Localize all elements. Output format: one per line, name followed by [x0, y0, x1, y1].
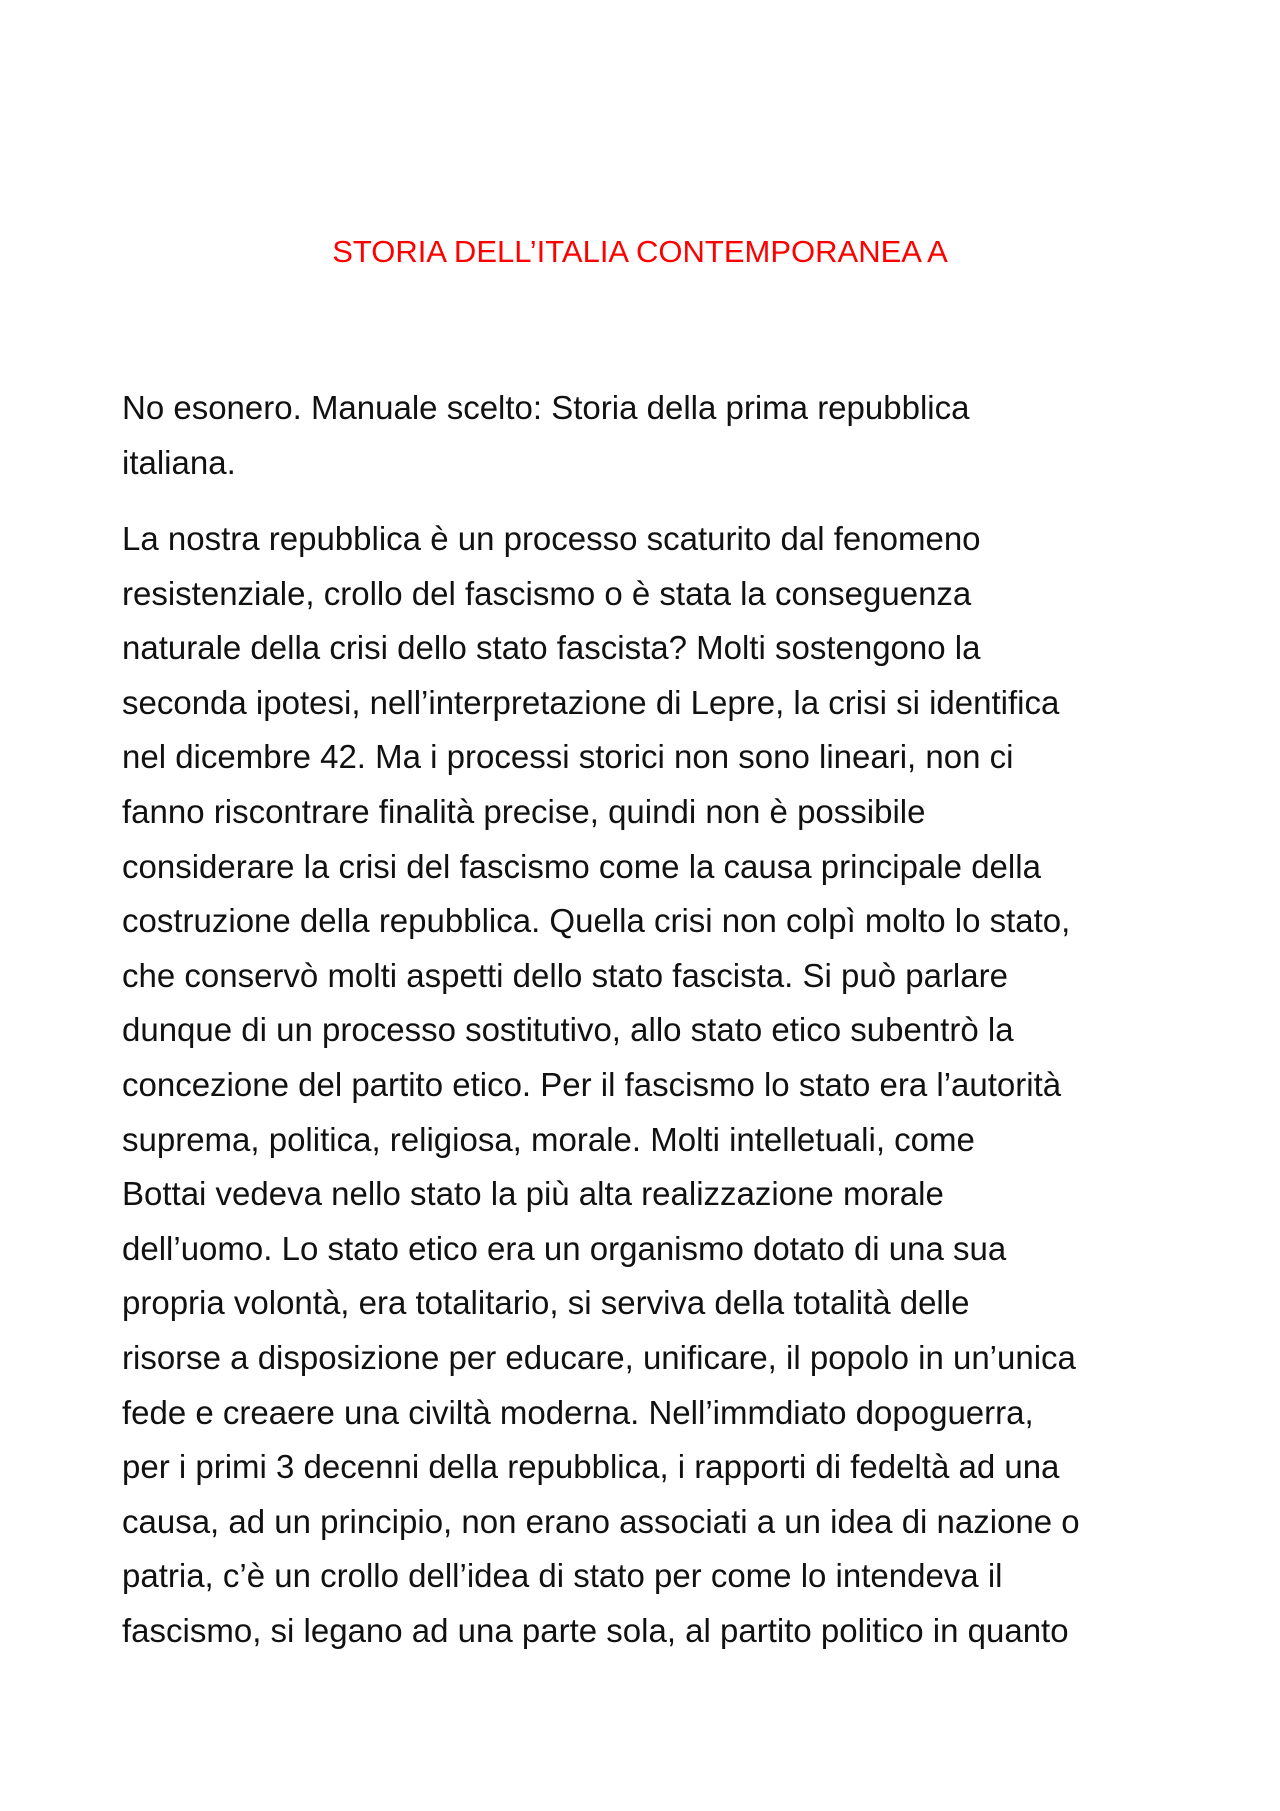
text-line: resistenziale, crollo del fascismo o è stata la conseguenza: [122, 574, 972, 612]
text-line: che conservò molti aspetti dello stato fascista. Si può parlare: [122, 956, 1008, 994]
text-line: fascismo, si legano ad una parte sola, al partito politico in quanto: [122, 1611, 1069, 1649]
text-line: La nostra repubblica è un processo scaturito dal fenomeno: [122, 520, 981, 557]
text-line: fanno riscontrare finalità precise, quindi non è possibile: [122, 792, 926, 830]
text-line: seconda ipotesi, nell’interpretazione di Lepre, la crisi si identifica: [122, 683, 1060, 721]
text-line: dell’uomo. Lo stato etico era un organismo dotato di una sua: [122, 1229, 1007, 1267]
text-line: causa, ad un principio, non erano associati a un idea di nazione o: [122, 1502, 1080, 1540]
text-line: risorse a disposizione per educare, unificare, il popolo in un’unica: [122, 1338, 1076, 1376]
paragraph-course-info: [122, 381, 1172, 490]
text-line: costruzione della repubblica. Quella crisi non colpì molto lo stato,: [122, 902, 1071, 940]
text-line: per i primi 3 decenni della repubblica, i rapporti di fedeltà ad una: [122, 1448, 1060, 1486]
text-line: suprema, politica, religiosa, morale. Molti intelletuali, come: [122, 1120, 975, 1158]
paragraph-main-text: [122, 512, 1172, 1658]
text-line: naturale della crisi dello stato fascista? Molti sostengono la: [122, 629, 981, 667]
text-line: nel dicembre 42. Ma i processi storici non sono lineari, non ci: [122, 738, 1014, 776]
text-line: considerare la crisi del fascismo come la causa principale della: [122, 847, 1041, 885]
text-line: patria, c’è un crollo dell’idea di stato per come lo intendeva il: [122, 1557, 1003, 1595]
text-line: No esonero. Manuale scelto: Storia della prima repubblica: [122, 389, 970, 426]
text-line: dunque di un processo sostitutivo, allo stato etico subentrò la: [122, 1011, 1014, 1049]
text-line: Bottai vedeva nello stato la più alta realizzazione morale: [122, 1175, 944, 1213]
text-line: italiana.: [122, 443, 236, 481]
text-line: concezione del partito etico. Per il fascismo lo stato era l’autorità: [122, 1065, 1062, 1103]
text-line: fede e creaere una civiltà moderna. Nell’immdiato dopoguerra,: [122, 1393, 1034, 1431]
document-title: STORIA DELL’ITALIA CONTEMPORANEA A: [332, 234, 948, 269]
text-line: propria volontà, era totalitario, si serviva della totalità delle: [122, 1284, 970, 1322]
